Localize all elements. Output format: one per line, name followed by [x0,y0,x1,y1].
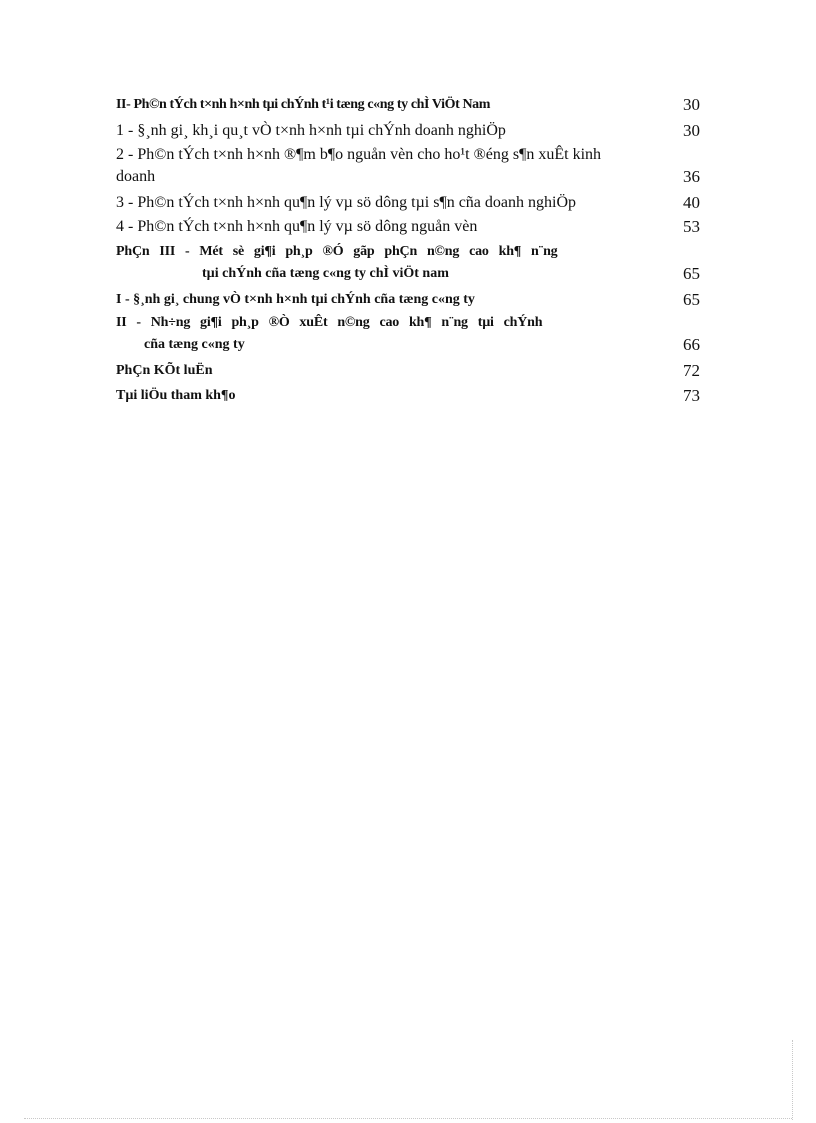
toc-entry-title: 3 - Ph©n tÝch t×nh h×nh qu¶n lý vµ sö dông tµi s¶n cña doanh nghiÖp [116,194,577,211]
toc-entry [116,120,700,142]
toc-entry-title-line: II - Nh÷ng gi¶i ph¸p ®Ò xuÊt n©ng cao kh¶ n¨ng tµi chÝnh [116,315,543,330]
toc-entry-page: 65 [683,264,700,283]
toc-entry [116,216,700,238]
toc-entry-title-line: PhÇn III - Mét sè gi¶i ph¸p ®Ó gãp phÇn n©ng cao kh¶ n¨ng [116,244,558,259]
page-bottom-border [24,1118,792,1119]
toc-entry [116,192,700,214]
toc-entry-title: 1 - §¸nh gi¸ kh¸i qu¸t vÒ t×nh h×nh tµi chÝnh doanh nghiÖp [116,122,506,139]
toc-entry-page: 53 [683,217,700,236]
toc-entry-title-line: tµi chÝnh cña tæng c«ng ty chÌ viÖt nam [202,266,449,281]
toc-entry-page: 30 [683,121,700,140]
toc-entry [116,94,700,116]
toc-entry-title [116,144,700,188]
toc-entry [116,312,700,356]
toc-entry-title [116,312,700,356]
toc-entry-page: 30 [683,95,700,114]
page-right-border [792,1040,793,1120]
toc-entry-title: 4 - Ph©n tÝch t×nh h×nh qu¶n lý vµ sö dông nguån vèn [116,218,478,235]
toc-entry-page: 72 [683,361,700,380]
toc-entry [116,385,700,407]
toc-entry-title-line: 2 - Ph©n tÝch t×nh h×nh ®¶m b¶o nguån vèn cho ho¹t ®éng s¶n xuÊt kinh [116,146,602,163]
toc-entry [116,241,700,285]
toc-entry [116,144,700,188]
toc-entry-title: Tµi liÖu tham kh¶o [116,388,236,403]
toc-entry-title: II- Ph©n tÝch t×nh h×nh tµi chÝnh t¹i tæng c«ng ty chÌ ViÖt Nam [116,97,491,112]
toc-entry-title: I - §¸nh gi¸ chung vÒ t×nh h×nh tµi chÝnh cña tæng c«ng ty [116,292,475,307]
toc-entry-page: 40 [683,193,700,212]
toc-entry-title-line: cña tæng c«ng ty [144,337,245,352]
toc-entry-title: PhÇn KÕt luËn [116,363,213,378]
toc-entry-page: 73 [683,386,700,405]
toc-entry-page: 66 [683,335,700,354]
toc-entry [116,360,700,382]
toc-entry-title [116,241,700,285]
toc-entry-title-line: doanh [116,168,156,185]
toc-entry-page: 65 [683,290,700,309]
toc-entry-page: 36 [683,167,700,186]
toc-entry [116,289,700,311]
table-of-contents [116,94,700,407]
